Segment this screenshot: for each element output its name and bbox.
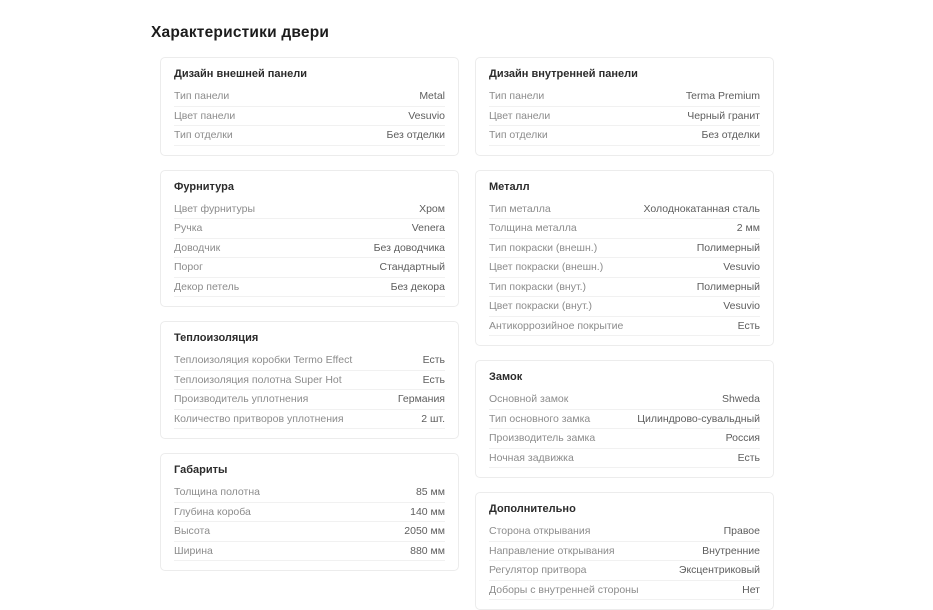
spec-label: Ночная задвижка — [489, 451, 574, 464]
card-additional — [475, 492, 774, 610]
spec-label: Сторона открывания — [489, 525, 591, 537]
spec-label: Глубина короба — [174, 505, 251, 518]
spec-row — [174, 278, 445, 298]
spec-row — [174, 351, 445, 371]
spec-value: Цилиндрово-сувальдный — [637, 412, 760, 425]
spec-row — [489, 239, 760, 259]
spec-row — [489, 126, 760, 146]
card-title: Габариты — [174, 464, 228, 476]
spec-label: Теплоизоляция полотна Super Hot — [174, 373, 342, 386]
spec-value: Германия — [397, 393, 445, 405]
card-hardware — [160, 170, 459, 308]
card-dimensions — [160, 453, 459, 571]
spec-row — [174, 87, 445, 107]
spec-value: 2 шт. — [421, 412, 445, 425]
spec-row — [174, 200, 445, 220]
spec-value: Правое — [723, 525, 760, 537]
spec-value: 85 мм — [415, 486, 445, 498]
spec-label: Цвет покраски (внешн.) — [489, 261, 604, 273]
specs-column-left — [160, 57, 459, 571]
spec-row — [489, 522, 760, 542]
spec-row — [489, 581, 760, 601]
spec-label: Толщина металла — [489, 222, 577, 234]
spec-value: 2050 мм — [404, 525, 445, 537]
spec-label: Цвет панели — [489, 109, 551, 122]
spec-label: Производитель уплотнения — [174, 393, 309, 405]
spec-value: Внутренние — [702, 544, 760, 557]
spec-row — [489, 219, 760, 239]
spec-value: Есть — [422, 354, 445, 366]
spec-value: Terma Premium — [685, 90, 760, 102]
spec-row — [174, 542, 445, 562]
spec-label: Тип покраски (внешн.) — [489, 241, 598, 254]
spec-label: Цвет панели — [174, 109, 236, 122]
card-title: Дизайн внешней панели — [174, 68, 308, 80]
spec-label: Количество притворов уплотнения — [174, 412, 344, 425]
spec-value: Vesuvio — [723, 300, 760, 312]
card-title: Фурнитура — [174, 180, 234, 193]
spec-value: Холоднокатанная сталь — [643, 202, 760, 215]
card-title: Дополнительно — [489, 503, 576, 515]
spec-label: Доборы с внутренней стороны — [489, 583, 639, 596]
card-interior-panel-design — [475, 57, 774, 156]
spec-label: Тип основного замка — [489, 412, 591, 425]
spec-value: Нет — [742, 583, 760, 596]
spec-row — [174, 522, 445, 542]
spec-row — [489, 542, 760, 562]
spec-label: Тип металла — [489, 202, 551, 215]
spec-value: Хром — [419, 202, 445, 215]
page-title: Характеристики двери — [151, 24, 330, 42]
spec-value: Россия — [725, 432, 760, 444]
spec-label: Теплоизоляция коробки Termo Effect — [174, 354, 353, 366]
spec-value: 140 мм — [410, 505, 445, 518]
card-title: Теплоизоляция — [174, 332, 259, 344]
spec-label: Высота — [174, 525, 211, 537]
spec-row — [489, 297, 760, 317]
spec-row — [174, 410, 445, 430]
spec-row — [174, 126, 445, 146]
spec-value: Venera — [411, 222, 445, 234]
spec-value: Есть — [737, 451, 760, 464]
spec-label: Антикоррозийное покрытие — [489, 319, 624, 332]
spec-value: 2 мм — [736, 222, 760, 234]
spec-label: Порог — [174, 261, 203, 273]
card-thermal-insulation — [160, 321, 459, 439]
spec-value: Без отделки — [701, 129, 760, 141]
card-title: Металл — [489, 180, 530, 193]
spec-row — [489, 317, 760, 337]
card-title: Дизайн внутренней панели — [489, 68, 638, 80]
card-exterior-panel-design — [160, 57, 459, 156]
spec-value: Есть — [422, 373, 445, 386]
spec-row — [489, 449, 760, 469]
spec-label: Тип панели — [174, 90, 230, 102]
spec-row — [489, 200, 760, 220]
card-metal — [475, 170, 774, 347]
spec-label: Направление открывания — [489, 544, 615, 557]
spec-value: Эксцентриковый — [678, 564, 760, 576]
spec-label: Ручка — [174, 222, 203, 234]
spec-row — [489, 87, 760, 107]
spec-value: Shweda — [722, 393, 760, 405]
spec-row — [174, 219, 445, 239]
spec-value: Черный гранит — [687, 109, 760, 122]
spec-row — [489, 278, 760, 298]
spec-label: Тип отделки — [489, 129, 548, 141]
spec-row — [489, 410, 760, 430]
spec-value: Vesuvio — [723, 261, 760, 273]
spec-value: Metal — [419, 90, 445, 102]
spec-label: Ширина — [174, 544, 213, 557]
spec-label: Тип покраски (внут.) — [489, 280, 587, 293]
card-lock — [475, 360, 774, 478]
spec-row — [174, 483, 445, 503]
spec-label: Декор петель — [174, 280, 240, 293]
spec-label: Тип панели — [489, 90, 545, 102]
spec-label: Тип отделки — [174, 129, 233, 141]
specs-column-right — [475, 57, 774, 610]
spec-value: Полимерный — [696, 241, 760, 254]
spec-value: Без доводчика — [373, 241, 445, 254]
spec-row — [489, 561, 760, 581]
spec-value: Полимерный — [696, 280, 760, 293]
spec-label: Доводчик — [174, 241, 221, 254]
spec-label: Регулятор притвора — [489, 564, 587, 576]
spec-row — [174, 239, 445, 259]
spec-value: 880 мм — [410, 544, 445, 557]
spec-label: Основной замок — [489, 393, 569, 405]
spec-row — [489, 107, 760, 127]
spec-row — [174, 107, 445, 127]
spec-label: Цвет покраски (внут.) — [489, 300, 593, 312]
specs-content — [160, 57, 774, 610]
spec-row — [174, 390, 445, 410]
spec-label: Толщина полотна — [174, 486, 260, 498]
spec-value: Без декора — [390, 280, 445, 293]
spec-value: Vesuvio — [408, 109, 445, 122]
spec-value: Есть — [737, 319, 760, 332]
spec-row — [489, 258, 760, 278]
card-title: Замок — [489, 371, 523, 383]
spec-row — [174, 371, 445, 391]
spec-value: Без отделки — [386, 129, 445, 141]
spec-row — [174, 503, 445, 523]
spec-row — [489, 390, 760, 410]
spec-row — [489, 429, 760, 449]
spec-label: Производитель замка — [489, 432, 596, 444]
spec-label: Цвет фурнитуры — [174, 202, 256, 215]
spec-row — [174, 258, 445, 278]
spec-value: Стандартный — [379, 261, 445, 273]
